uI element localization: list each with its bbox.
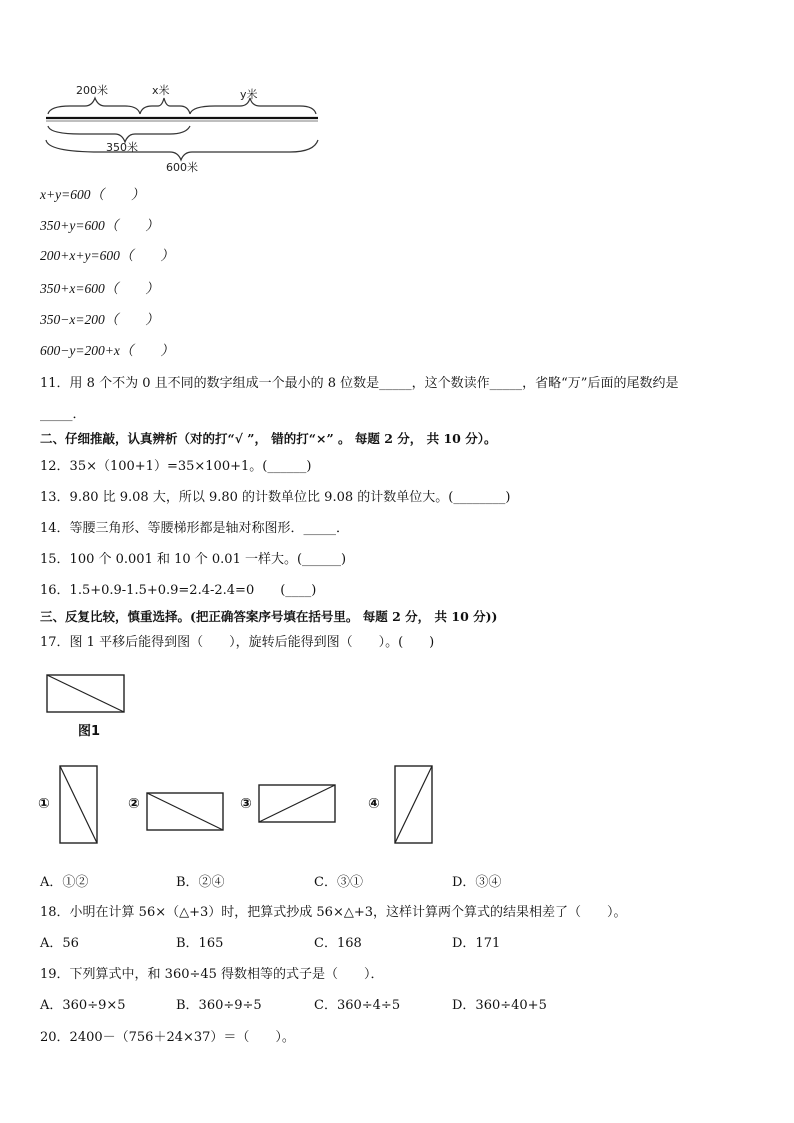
equation-5: 350−x=200（ ）: [40, 312, 159, 327]
q17-option-b[interactable]: B．②④: [176, 875, 225, 890]
question-16: 16．1.5+0.9-1.5+0.9=2.4-2.4=0 (____): [40, 583, 317, 598]
brace-350: [48, 126, 190, 142]
q17-option-c[interactable]: C．③①: [314, 875, 363, 890]
section-3-heading: 三、反复比较，慎重选择。(把正确答案序号填在括号里。 每题 2 分， 共 10 分)): [40, 609, 498, 624]
section-2-heading: 二、仔细推敲，认真辨析（对的打“√ ”， 错的打“×” 。 每题 2 分， 共 10 分）。: [40, 431, 497, 446]
q17-option-a[interactable]: A．①②: [40, 875, 89, 890]
q18-option-a[interactable]: A．56: [40, 936, 79, 951]
label-200: 200米: [76, 84, 108, 97]
shape-2: [146, 792, 226, 832]
equation-6: 600−y=200+x（ ）: [40, 343, 174, 358]
question-18: 18．小明在计算 56×（△+3）时，把算式抄成 56×△+3，这样计算两个算式的结果相差了（ ）。: [40, 905, 627, 920]
brace-x: [140, 98, 190, 114]
equation-1: x+y=600（ ）: [40, 187, 145, 202]
shape-3-label: ③: [240, 796, 252, 812]
figure-1-label: 图1: [78, 724, 101, 739]
q19-option-c[interactable]: C．360÷4÷5: [314, 998, 401, 1013]
equation-3: 200+x+y=600（ ）: [40, 248, 174, 263]
shape-2-label: ②: [128, 796, 140, 812]
shape-1: [59, 765, 99, 845]
question-15: 15．100 个 0.001 和 10 个 0.01 一样大。(______): [40, 552, 347, 567]
q18-option-d[interactable]: D．171: [452, 936, 501, 951]
brace-600: [46, 140, 318, 160]
question-20: 20．2400－（756＋24×37）＝（ ）。: [40, 1030, 295, 1045]
brace-200: [48, 98, 140, 114]
shape-1-label: ①: [38, 796, 50, 812]
shape-4-label: ④: [368, 796, 380, 812]
question-13: 13．9.80 比 9.08 大，所以 9.80 的计数单位比 9.08 的计数单位大。(________): [40, 490, 511, 505]
shape-3: [258, 784, 338, 824]
question-14: 14．等腰三角形、等腰梯形都是轴对称图形．_____．: [40, 521, 350, 536]
question-12: 12．35×（100+1）=35×100+1。(______): [40, 459, 312, 474]
q19-option-a[interactable]: A．360÷9×5: [40, 998, 126, 1013]
equation-4: 350+x=600（ ）: [40, 281, 159, 296]
label-y: y米: [240, 88, 258, 101]
equation-2: 350+y=600（ ）: [40, 218, 159, 233]
q19-option-d[interactable]: D．360÷40+5: [452, 998, 547, 1013]
shape-4: [394, 765, 434, 845]
label-x: x米: [152, 84, 170, 97]
question-11-line2: _____．: [40, 407, 86, 422]
question-11-line1: 11．用 8 个不为 0 且不同的数字组成一个最小的 8 位数是_____，这个数读作_____，省略“万”后面的尾数约是: [40, 376, 679, 391]
question-17: 17．图 1 平移后能得到图（ ），旋转后能得到图（ ）。( ): [40, 635, 435, 650]
figure-1: [46, 674, 126, 714]
label-600: 600米: [166, 161, 198, 174]
question-19: 19．下列算式中，和 360÷45 得数相等的式子是（ ）．: [40, 967, 384, 982]
q18-option-c[interactable]: C．168: [314, 936, 362, 951]
label-350: 350米: [106, 141, 138, 154]
q18-option-b[interactable]: B．165: [176, 936, 224, 951]
q17-option-d[interactable]: D．③④: [452, 875, 502, 890]
q19-option-b[interactable]: B．360÷9÷5: [176, 998, 262, 1013]
segment-diagram: [40, 78, 330, 178]
